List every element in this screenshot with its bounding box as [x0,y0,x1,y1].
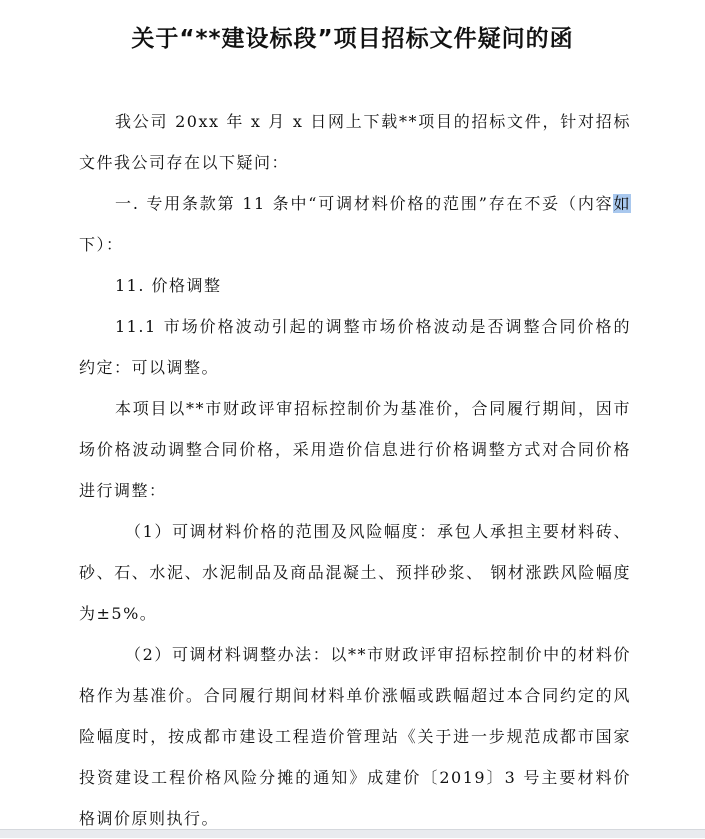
text-selection[interactable]: 如 [613,194,631,213]
paragraph-section-heading[interactable]: 11. 价格调整 [115,276,222,295]
document-title: 关于“**建设标段”项目招标文件疑问的函 [131,26,574,52]
paragraph-base-price[interactable]: 本项目以**市财政评审招标控制价为基准价，合同履行期间，因市场价格波动调整合同价格，采用造价信息进行价格调整方式对合同价格进行调整： [79,399,631,500]
paragraph-item-1[interactable]: （1）可调材料价格的范围及风险幅度：承包人承担主要材料砖、砂、石、水泥、水泥制品及商品混凝土、预拌砂浆、 钢材涨跌风险幅度为±5%。 [79,522,631,623]
paragraph-question-one-tail: 下）： [79,235,124,254]
paragraph-clause-11-1[interactable]: 11.1 市场价格波动引起的调整市场价格波动是否调整合同价格的约定：可以调整。 [79,317,631,377]
paragraph-intro[interactable]: 我公司 20xx 年 x 月 x 日网上下载**项目的招标文件，针对招标文件我公司存在以下疑问： [79,112,631,172]
paragraph-item-2[interactable]: （2）可调材料调整办法：以**市财政评审招标控制价中的材料价格作为基准价。合同履行期间材料单价涨幅或跌幅超过本合同约定的风险幅度时，按成都市建设工程造价管理站《关于进一步规范成都市国家投资建设工程价格风险分摊的通知》成建价〔2019〕3 号主要材料价格调价原则执行。 [79,645,631,828]
paragraph-question-one-text: 一. 专用条款第 11 条中“可调材料价格的范围”存在不妥（内容 [115,194,614,213]
paragraph-question-one[interactable] [79,183,631,265]
document-body [79,101,631,839]
